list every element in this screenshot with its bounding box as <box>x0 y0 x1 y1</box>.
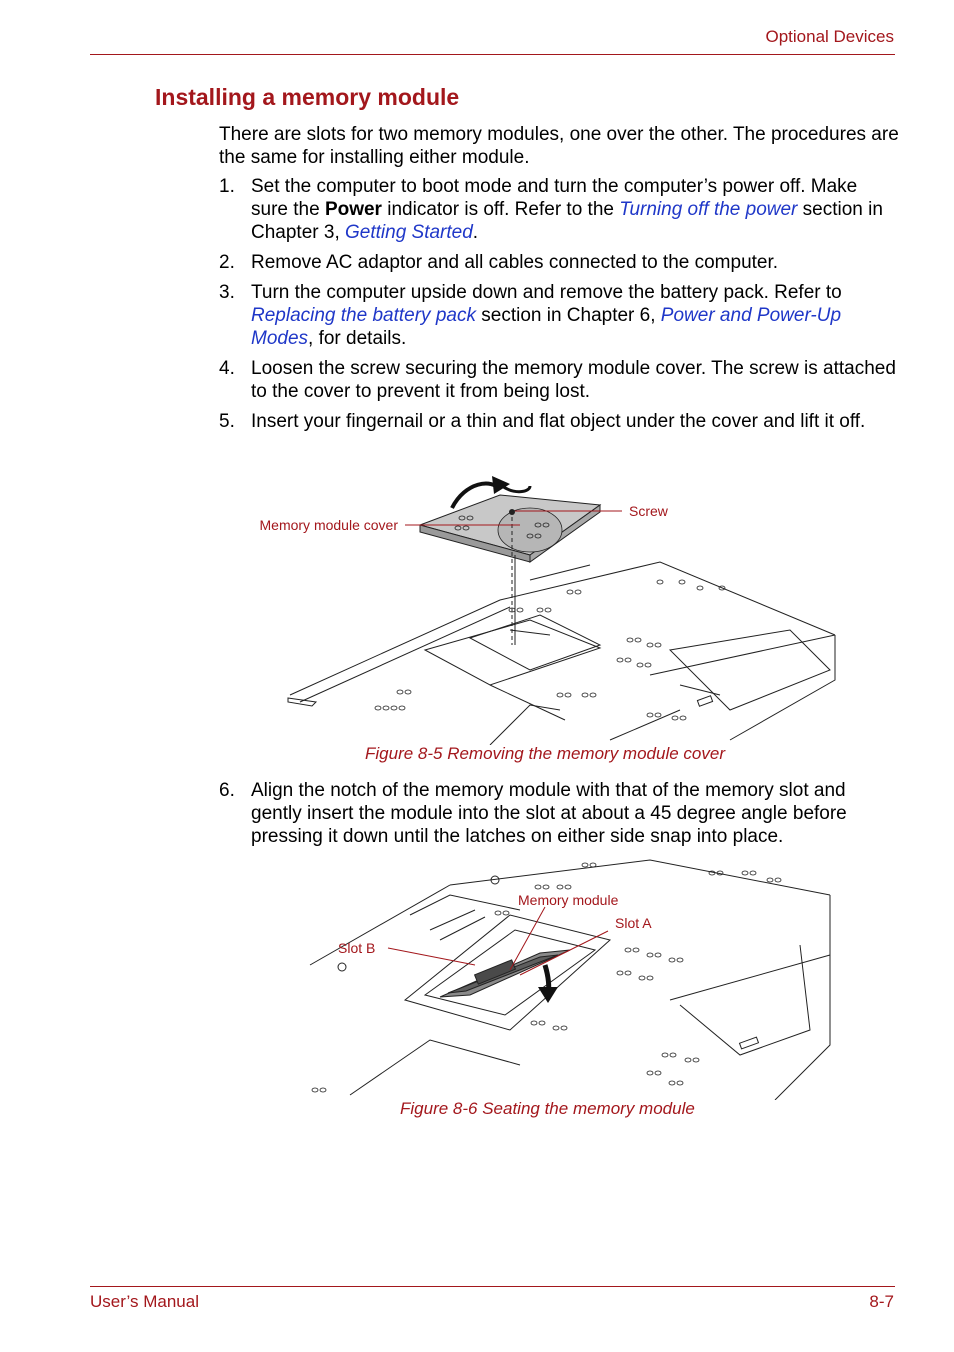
intro-paragraph: There are slots for two memory modules, one over the other. The procedures are the same for installing either module. <box>219 124 899 168</box>
running-header: Optional Devices <box>765 27 894 46</box>
step-text: , for details. <box>308 328 407 349</box>
footer-rule <box>90 1286 895 1287</box>
header-rule <box>90 54 895 55</box>
link-turning-off-power[interactable]: Turning off the power <box>619 199 798 220</box>
figure-caption-1: Figure 8-5 Removing the memory module cover <box>365 744 725 763</box>
step-text: section in Chapter 3, <box>251 199 883 243</box>
laptop-underside-illustration <box>230 470 840 745</box>
link-getting-started[interactable]: Getting Started <box>345 222 473 243</box>
section-title: Installing a memory module <box>155 84 460 110</box>
step-text: section in Chapter 6, <box>475 305 661 326</box>
link-replacing-battery[interactable]: Replacing the battery pack <box>251 305 476 326</box>
link-power-modes[interactable]: Power and Power-Up Modes <box>251 305 842 349</box>
callout-slot-a: Slot A <box>615 915 652 931</box>
footer-manual-title: User’s Manual <box>90 1292 199 1311</box>
page-number: 8-7 <box>869 1292 894 1311</box>
power-term: Power <box>324 199 382 220</box>
step-text: . <box>472 222 479 243</box>
memory-slot-illustration <box>300 855 840 1100</box>
procedure-list <box>219 175 899 440</box>
step-number: 2. <box>219 252 235 273</box>
list-item <box>219 251 899 274</box>
step-number: 1. <box>219 176 235 197</box>
step-number: 4. <box>219 358 235 379</box>
list-item <box>219 175 899 244</box>
list-item <box>219 779 899 848</box>
step-text: Remove AC adaptor and all cables connected to the computer. <box>251 252 779 273</box>
callout-memory-module: Memory module <box>518 892 619 908</box>
step-text: Set the computer to boot mode and turn the computer’s power off. Make sure the <box>251 176 858 220</box>
figure-seat-module <box>300 855 840 1100</box>
list-item <box>219 357 899 403</box>
step-text: Insert your fingernail or a thin and flat object under the cover and lift it off. <box>251 411 866 432</box>
step-text: indicator is off. Refer to the <box>381 199 620 220</box>
figure-remove-cover <box>230 470 840 745</box>
step-text: Align the notch of the memory module with that of the memory slot and gently insert the module into the slot at about a 45 degree angle before pressing it down until the latches on either side snap into place. <box>251 780 847 847</box>
step-number: 6. <box>219 780 235 801</box>
procedure-list-continued <box>219 779 899 855</box>
step-number: 5. <box>219 411 235 432</box>
callout-slot-b: Slot B <box>338 940 376 956</box>
step-text: Turn the computer upside down and remove the battery pack. Refer to <box>251 282 842 303</box>
callout-cover: Memory module cover <box>259 517 398 533</box>
step-number: 3. <box>219 282 235 303</box>
list-item <box>219 410 899 433</box>
list-item <box>219 281 899 350</box>
figure-caption-2: Figure 8-6 Seating the memory module <box>400 1099 695 1118</box>
step-text: Loosen the screw securing the memory module cover. The screw is attached to the cover to prevent it from being lost. <box>251 358 896 402</box>
callout-screw: Screw <box>629 503 668 519</box>
